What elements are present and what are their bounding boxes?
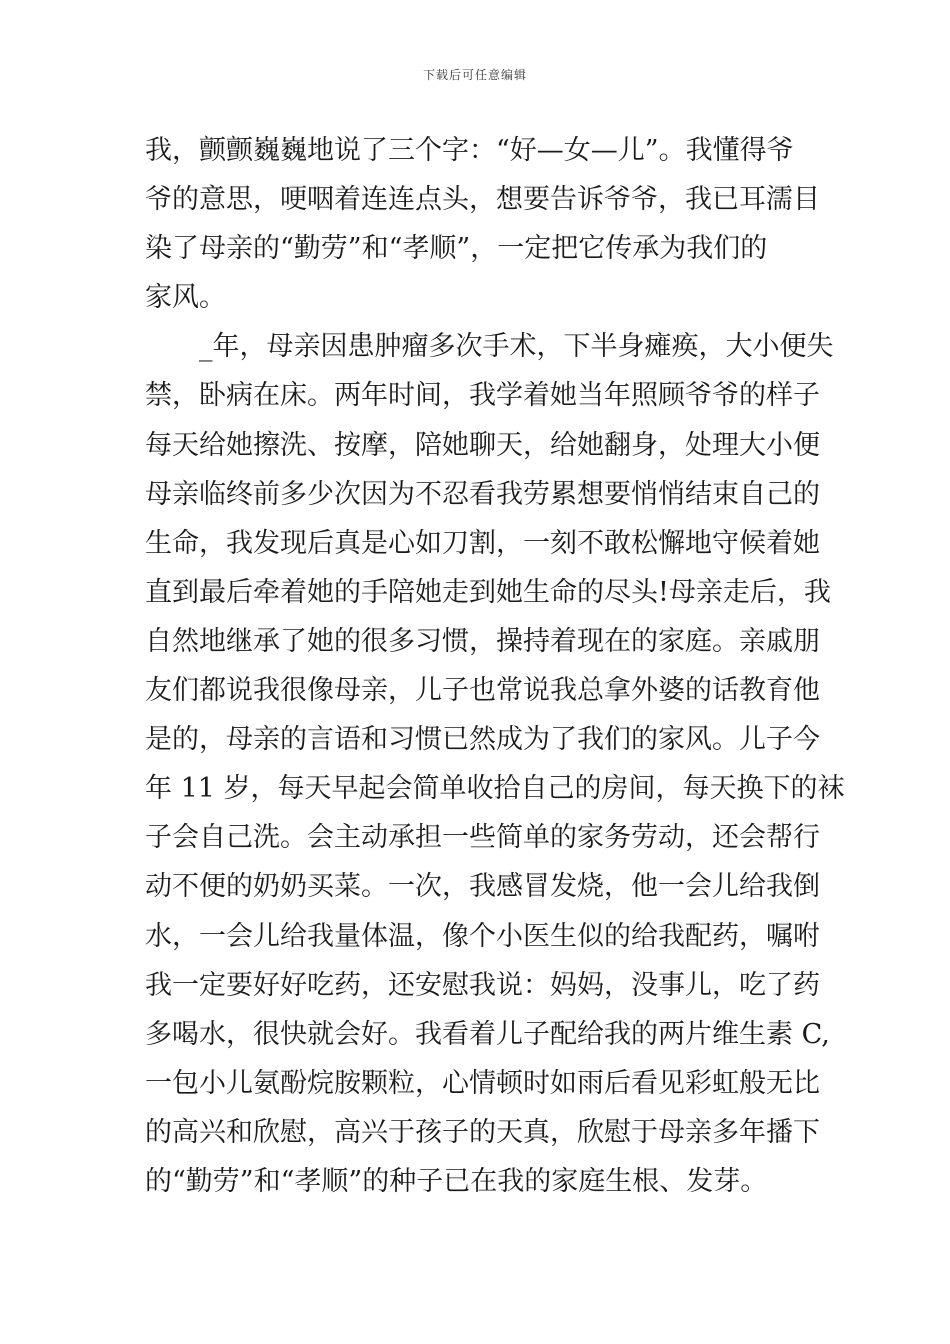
text-line: 年 11 岁，每天早起会简单收拾自己的房间，每天换下的袜 — [145, 773, 845, 805]
text-line: 爷的意思，哽咽着连连点头，想要告诉爷爷，我已耳濡目 — [145, 184, 820, 216]
text-line: 每天给她擦洗、按摩，陪她聊天，给她翻身，处理大小便 — [145, 429, 820, 461]
header-note: 下载后可任意编辑 — [422, 68, 527, 82]
text-line: 的“勤劳”和“孝顺”的种子已在我的家庭生根、发芽。 — [145, 1165, 768, 1197]
text-line: 多喝水，很快就会好。我看着儿子配给我的两片维生素 C, — [145, 1018, 830, 1050]
text-line: 的高兴和欣慰，高兴于孩子的天真，欣慰于母亲多年播下 — [145, 1116, 820, 1148]
text-line: 水，一会儿给我量体温，像个小医生似的给我配药，嘱咐 — [145, 920, 820, 952]
text-line: 生命，我发现后真是心如刀割，一刻不敢松懈地守候着她 — [145, 527, 820, 559]
text-line: 家风。 — [145, 282, 226, 314]
text-line: 我一定要好好吃药，还安慰我说：妈妈，没事儿，吃了药 — [145, 969, 820, 1001]
text-line: 母亲临终前多少次因为不忍看我劳累想要悄悄结束自己的 — [145, 478, 820, 510]
text-line: _年，母亲因患肿瘤多次手术，下半身瘫痪，大小便失 — [199, 331, 834, 363]
text-line: 禁，卧病在床。两年时间，我学着她当年照顾爷爷的样子 — [145, 380, 820, 412]
text-line: 染了母亲的“勤劳”和“孝顺”，一定把它传承为我们的 — [145, 233, 768, 265]
text-line: 动不便的奶奶买菜。一次，我感冒发烧，他一会儿给我倒 — [145, 871, 820, 903]
text-line: 是的，母亲的言语和习惯已然成为了我们的家风。儿子今 — [145, 724, 820, 756]
body-text — [145, 126, 845, 1206]
text-line: 自然地继承了她的很多习惯，操持着现在的家庭。亲戚朋 — [145, 625, 820, 657]
text-line: 子会自己洗。会主动承担一些简单的家务劳动，还会帮行 — [145, 822, 820, 854]
text-line: 一包小儿氨酚烷胺颗粒，心情顿时如雨后看见彩虹般无比 — [145, 1067, 820, 1099]
text-line: 我，颤颤巍巍地说了三个字：“好—女—儿”。我懂得爷 — [145, 135, 794, 166]
text-line: 直到最后牵着她的手陪她走到她生命的尽头!母亲走后，我 — [145, 576, 831, 608]
text-line: 友们都说我很像母亲，儿子也常说我总拿外婆的话教育他 — [145, 675, 820, 707]
